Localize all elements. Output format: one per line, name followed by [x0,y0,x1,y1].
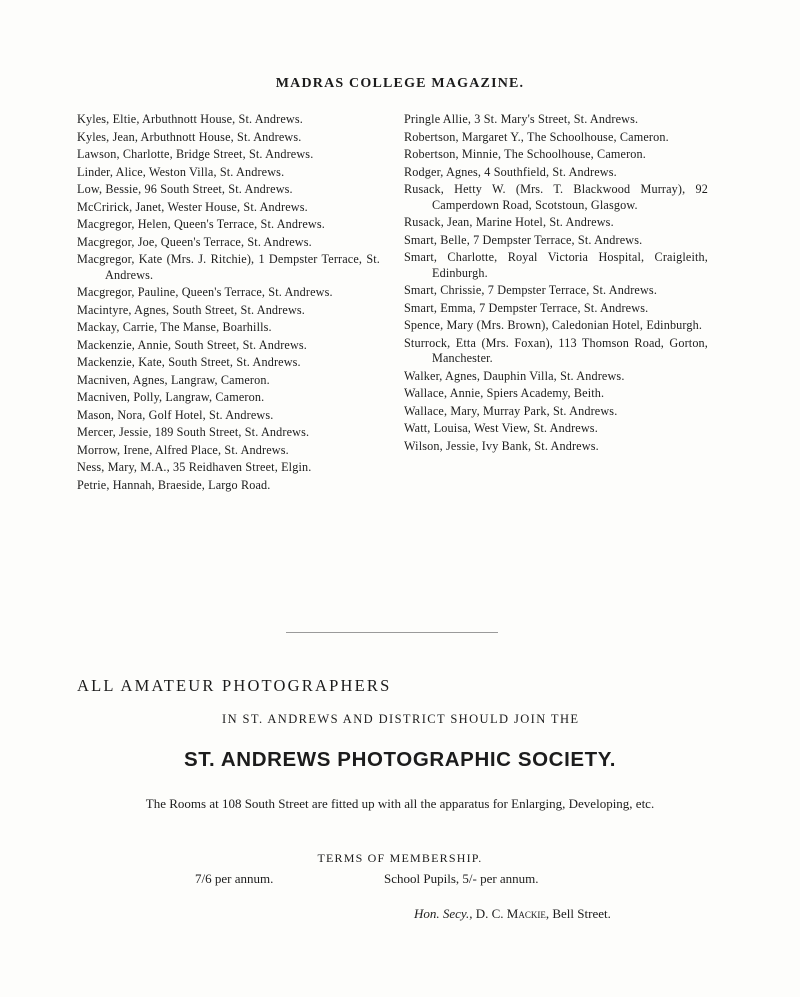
list-entry: Kyles, Eltie, Arbuthnott House, St. Andrews. [77,112,303,126]
page-header: MADRAS COLLEGE MAGAZINE. [275,76,525,91]
list-entry: Macgregor, Pauline, Queen's Terrace, St. Andrews. [77,285,333,299]
list-entry: Wilson, Jessie, Ivy Bank, St. Andrews. [404,438,599,453]
list-entry: Macgregor, Helen, Queen's Terrace, St. Andrews. [77,217,325,231]
list-entry: Wallace, Mary, Murray Park, St. Andrews. [404,403,618,418]
list-entry: Macniven, Agnes, Langraw, Cameron. [77,372,270,387]
list-entry: Mason, Nora, Golf Hotel, St. Andrews. [77,407,274,422]
secretary-surname: Mackie, [506,906,550,921]
list-entry: Mackay, Carrie, The Manse, Boarhills. [77,320,272,334]
address-list-left-column [77,112,380,495]
society-name: ST. ANDREWS PHOTOGRAPHIC SOCIETY. [183,748,617,771]
list-entry: Pringle Allie, 3 St. Mary's Street, St. Andrews. [404,112,639,126]
rooms-description: The Rooms at 108 South Street are fitted up with all the apparatus for Enlarging, Developing, etc. [145,796,655,811]
list-entry: Rodger, Agnes, 4 Southfield, St. Andrews. [404,164,617,179]
advert-subline: IN ST. ANDREWS AND DISTRICT SHOULD JOIN THE [222,712,580,726]
secretary-initials: D. C. [475,906,504,921]
list-entry: Walker, Agnes, Dauphin Villa, St. Andrews. [404,368,625,383]
secretary-title: Hon. Secy., [414,906,473,921]
list-entry: Ness, Mary, M.A., 35 Reidhaven Street, Elgin. [77,460,312,474]
list-entry: Mackenzie, Annie, South Street, St. Andrews. [77,337,308,352]
secretary-line [414,906,611,922]
list-entry: Macintyre, Agnes, South Street, St. Andrews. [77,302,305,317]
section-divider [286,632,498,633]
list-entry: Smart, Belle, 7 Dempster Terrace, St. Andrews. [404,232,643,247]
list-entry: Mercer, Jessie, 189 South Street, St. Andrews. [77,425,310,439]
advert-headline: ALL AMATEUR PHOTOGRAPHERS [77,676,392,695]
list-entry: McCririck, Janet, Wester House, St. Andrews. [77,199,308,214]
list-entry: Robertson, Minnie, The Schoolhouse, Cameron. [404,147,646,161]
pupil-fee: School Pupils, 5/- per annum. [384,871,539,886]
list-entry: Spence, Mary (Mrs. Brown), Caledonian Hotel, Edinburgh. [404,318,703,332]
list-entry: Petrie, Hannah, Braeside, Largo Road. [77,477,271,492]
list-entry: Kyles, Jean, Arbuthnott House, St. Andrews. [77,129,302,144]
secretary-address: Bell Street. [552,906,611,921]
list-entry: Macgregor, Joe, Queen's Terrace, St. Andrews. [77,234,312,249]
list-entry: Low, Bessie, 96 South Street, St. Andrews. [77,182,293,196]
list-entry: Lawson, Charlotte, Bridge Street, St. Andrews. [77,147,314,161]
list-entry: Watt, Louisa, West View, St. Andrews. [404,421,598,435]
list-entry: Sturrock, Etta (Mrs. Foxan), 113 Thomson Road, Gorton, Manchester. [404,335,708,365]
address-list-right-column [404,112,708,456]
list-entry: Smart, Charlotte, Royal Victoria Hospital, Craigleith, Edinburgh. [404,250,708,280]
list-entry: Macniven, Polly, Langraw, Cameron. [77,390,265,404]
list-entry: Robertson, Margaret Y., The Schoolhouse, Cameron. [404,129,669,144]
list-entry: Mackenzie, Kate, South Street, St. Andrews. [77,355,301,369]
list-entry: Macgregor, Kate (Mrs. J. Ritchie), 1 Dempster Terrace, St. Andrews. [77,252,380,282]
list-entry: Rusack, Jean, Marine Hotel, St. Andrews. [404,215,614,229]
terms-heading: TERMS OF MEMBERSHIP. [317,851,483,865]
list-entry: Smart, Chrissie, 7 Dempster Terrace, St. Andrews. [404,283,658,297]
list-entry: Wallace, Annie, Spiers Academy, Beith. [404,386,605,400]
list-entry: Smart, Emma, 7 Dempster Terrace, St. Andrews. [404,300,649,315]
list-entry: Linder, Alice, Weston Villa, St. Andrews. [77,164,285,179]
list-entry: Rusack, Hetty W. (Mrs. T. Blackwood Murray), 92 Camperdown Road, Scotstoun, Glasgow. [404,182,708,212]
annual-fee: 7/6 per annum. [195,871,274,886]
list-entry: Morrow, Irene, Alfred Place, St. Andrews. [77,442,289,457]
